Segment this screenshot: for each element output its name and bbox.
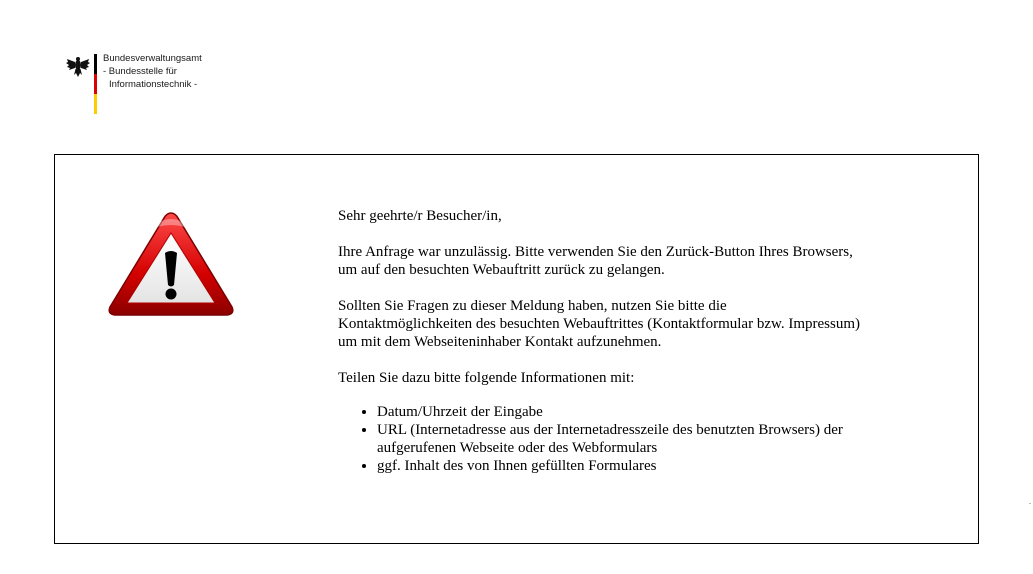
greeting: Sehr geehrte/r Besucher/in, bbox=[338, 208, 502, 224]
german-flag-bar bbox=[94, 54, 97, 114]
logo-line-1: Bundesverwaltungsamt bbox=[103, 53, 202, 64]
list-item: • Datum/Uhrzeit der Eingabe bbox=[377, 403, 918, 421]
paragraph-back-line-1: Ihre Anfrage war unzulässig. Bitte verwenden Sie den Zurück-Button Ihres Browsers, bbox=[338, 244, 853, 260]
paragraph-contact bbox=[338, 297, 918, 351]
logo-line-2: - Bundesstelle für bbox=[103, 66, 177, 77]
warning-triangle-icon bbox=[107, 211, 235, 317]
paragraph-info-request: Teilen Sie dazu bitte folgende Informationen mit: bbox=[338, 370, 635, 386]
stray-mark: . bbox=[1029, 497, 1031, 506]
bva-logo bbox=[66, 52, 266, 114]
federal-eagle-icon bbox=[66, 55, 90, 79]
logo-text bbox=[103, 52, 202, 91]
paragraph-contact-line-2: Kontaktmöglichkeiten des besuchten Webauftrittes (Kontaktformular bzw. Impressum) bbox=[338, 316, 860, 332]
paragraph-back-line-2: um auf den besuchten Webauftritt zurück zu gelangen. bbox=[338, 262, 665, 278]
message-content bbox=[338, 207, 918, 475]
list-item: • ggf. Inhalt des von Ihnen gefüllten Formulares bbox=[377, 457, 918, 475]
list-item: • URL (Internetadresse aus der Internetadresszeile des benutzten Browsers) der aufgerufenen Webseite oder des Webformulars bbox=[377, 421, 918, 457]
logo-line-3: Informationstechnik - bbox=[109, 79, 198, 90]
message-box bbox=[54, 154, 979, 544]
paragraph-contact-line-1: Sollten Sie Fragen zu dieser Meldung haben, nutzen Sie bitte die bbox=[338, 298, 727, 314]
paragraph-contact-line-3: um mit dem Webseiteninhaber Kontakt aufzunehmen. bbox=[338, 334, 662, 350]
info-list bbox=[338, 403, 918, 475]
paragraph-back-button bbox=[338, 243, 918, 279]
